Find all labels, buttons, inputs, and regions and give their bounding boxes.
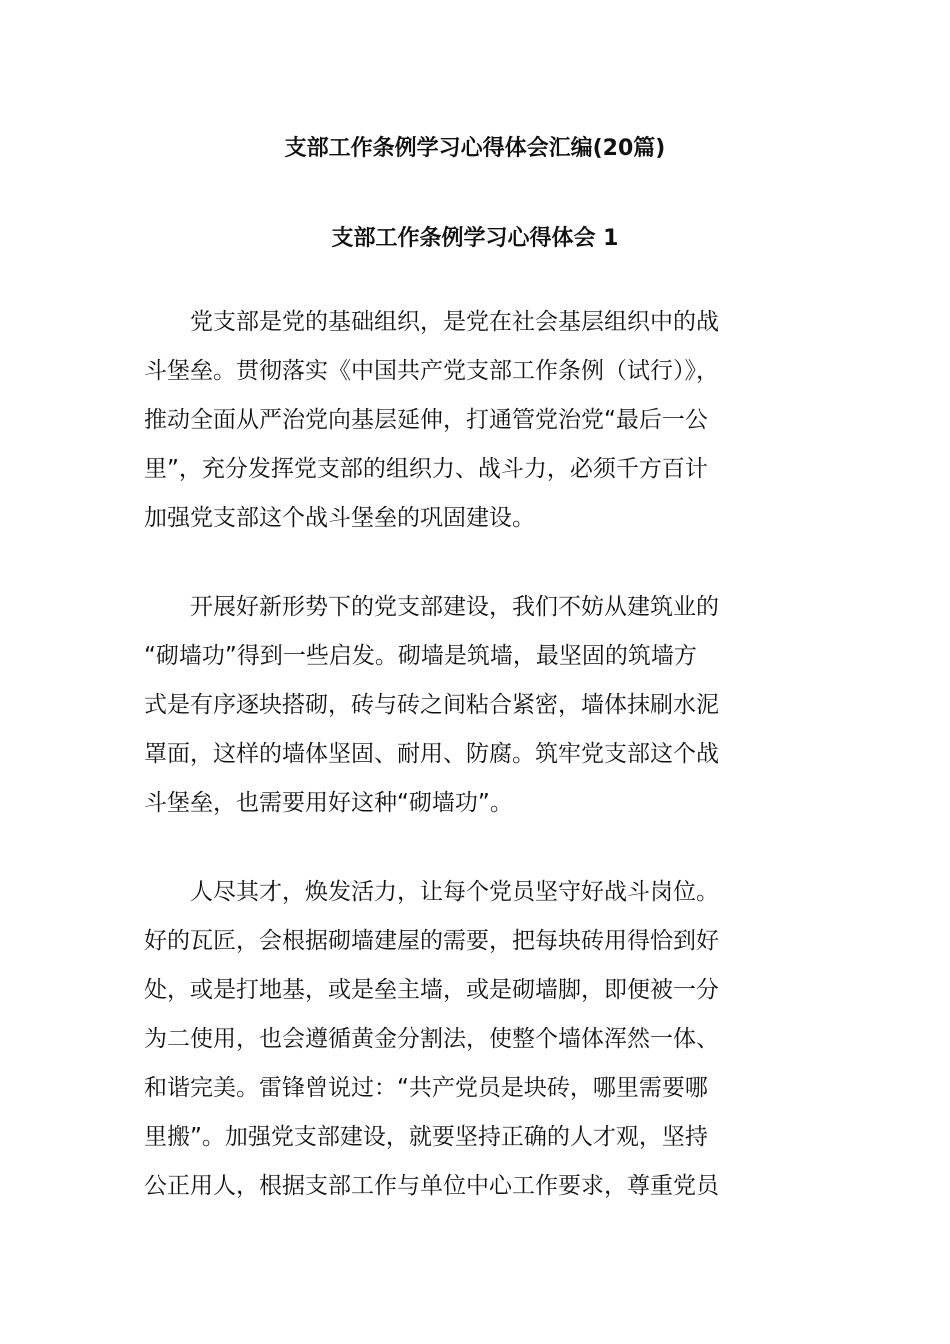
paragraph-line: 推动全面从严治党向基层延伸，打通管党治党“最后一公 [144,407,708,433]
paragraph-line: 公正用人，根据支部工作与单位中心工作要求，尊重党员 [144,1173,719,1199]
paragraph-line: 里”，充分发挥党支部的组织力、战斗力，必须千方百计 [144,456,708,482]
paragraph-3 [144,868,794,1211]
paragraph-line: 斗堡垒。贯彻落实《中国共产党支部工作条例（试行）》， [144,358,719,384]
paragraph-line: 罩面，这样的墙体坚固、耐用、防腐。筑牢党支部这个战 [144,741,719,767]
paragraph-2 [144,583,794,828]
paragraph-line: “砌墙功”得到一些启发。砌墙是筑墙，最坚固的筑墙方 [144,643,697,669]
paragraph-line: 和谐完美。雷锋曾说过：“共产党员是块砖，哪里需要哪 [144,1075,708,1101]
paragraph-line: 式是有序逐块搭砌，砖与砖之间粘合紧密，墙体抹刷水泥 [144,692,719,718]
paragraph-line: 加强党支部这个战斗堡垒的巩固建设。 [144,505,535,531]
paragraph-line: 人尽其才，焕发活力，让每个党员坚守好战斗岗位。 [144,879,719,905]
paragraph-line: 处，或是打地基，或是垒主墙，或是砌墙脚，即便被一分 [144,977,719,1003]
document-title: 支部工作条例学习心得体会汇编(20篇) [284,136,666,161]
paragraph-1 [144,298,794,543]
paragraph-line: 里搬”。加强党支部建设，就要坚持正确的人才观，坚持 [144,1124,708,1150]
paragraph-line: 好的瓦匠，会根据砌墙建屋的需要，把每块砖用得恰到好 [144,928,719,954]
paragraph-line: 开展好新形势下的党支部建设，我们不妨从建筑业的 [144,594,719,620]
paragraph-line: 为二使用，也会遵循黄金分割法，使整个墙体浑然一体、 [144,1026,719,1052]
paragraph-line: 党支部是党的基础组织，是党在社会基层组织中的战 [144,309,719,335]
paragraph-line: 斗堡垒，也需要用好这种“砌墙功”。 [144,790,513,816]
section-title: 支部工作条例学习心得体会 1 [331,226,619,251]
